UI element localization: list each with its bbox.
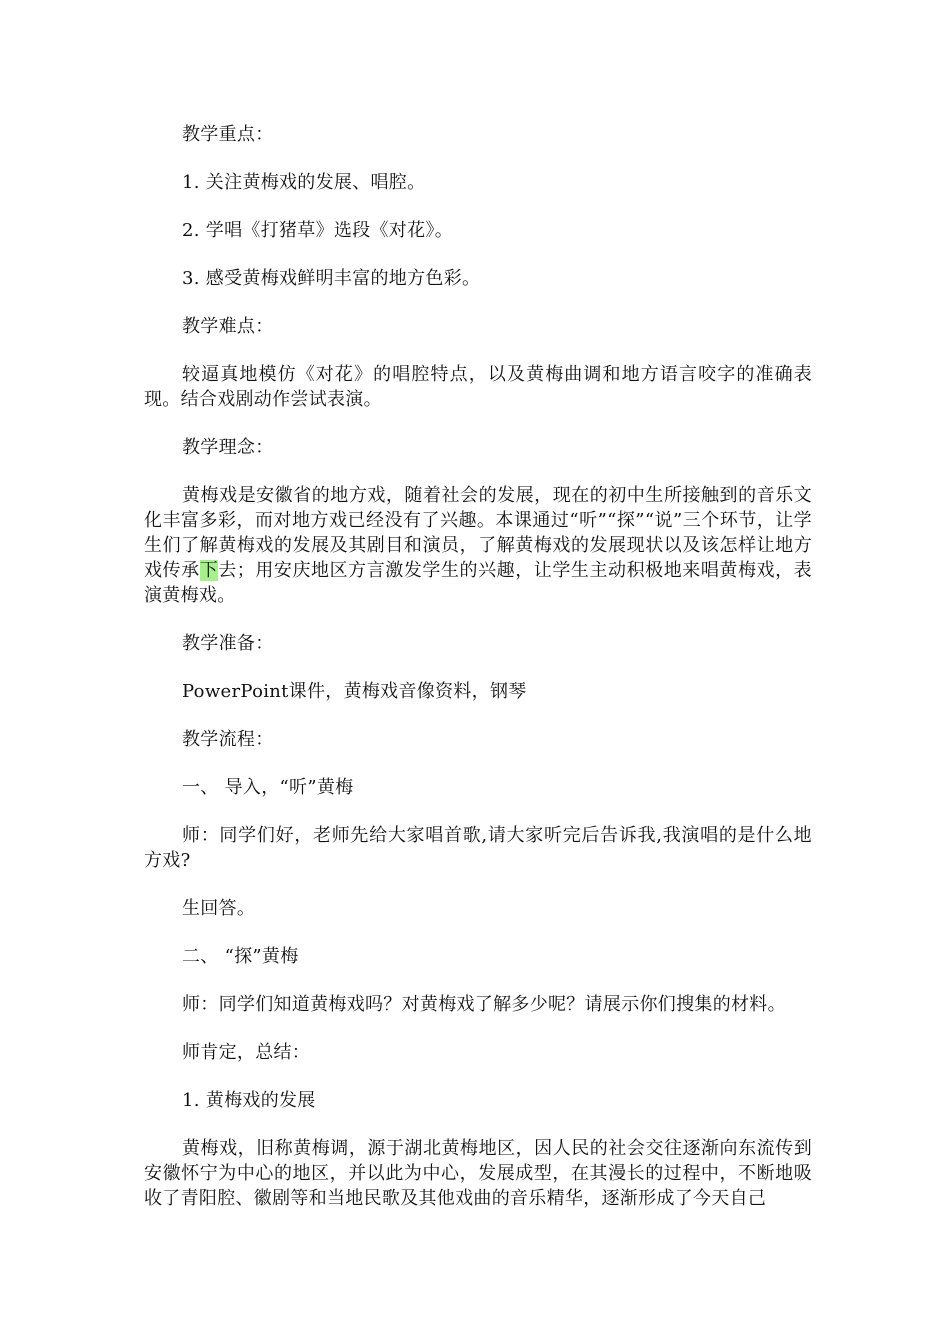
highlighted-character: 下 <box>199 560 219 581</box>
key-point-2: 2. 学唱《打猪草》选段《对花》。 <box>182 220 453 241</box>
subheading-development: 1. 黄梅戏的发展 <box>182 1090 316 1111</box>
concept-text <box>144 483 812 608</box>
teacher-line-2: 师：同学们知道黄梅戏吗？对黄梅戏了解多少呢？请展示你们搜集的材料。 <box>182 994 786 1015</box>
concept-text-after: 去；用安庆地区方言激发学生的兴趣，让学生主动积极地来唱黄梅戏，表演黄梅戏。 <box>144 560 812 606</box>
document-body <box>144 122 812 1234</box>
teacher-line-1: 师：同学们好，老师先给大家唱首歌,请大家听完后告诉我,我演唱的是什么地方戏? <box>144 825 812 871</box>
heading-preparation: 教学准备： <box>182 633 274 654</box>
key-point-3: 3. 感受黄梅戏鲜明丰富的地方色彩。 <box>182 268 481 289</box>
heading-procedure: 教学流程： <box>182 729 274 750</box>
key-point-1: 1. 关注黄梅戏的发展、唱腔。 <box>182 172 426 193</box>
step-1-heading: 一、 导入，“听”黄梅 <box>182 777 354 798</box>
difficulties-text: 较逼真地模仿《对花》的唱腔特点，以及黄梅曲调和地方语言咬字的准确表现。结合戏剧动作尝试表演。 <box>144 364 812 410</box>
concept-text-before: 黄梅戏是安徽省的地方戏，随着社会的发展，现在的初中生所接触到的音乐文化丰富多彩，而对地方戏已经没有了兴趣。本课通过“听”“探”“说”三个环节，让学生们了解黄梅戏的发展及其剧目和演员，了解黄梅戏的发展现状以及该怎样让地方戏传承 <box>144 485 812 581</box>
development-text: 黄梅戏，旧称黄梅调，源于湖北黄梅地区，因人民的社会交往逐渐向东流传到安徽怀宁为中心的地区，并以此为中心，发展成型，在其漫长的过程中，不断地吸收了青阳腔、徽剧等和当地民歌及其他戏曲的音乐精华，逐渐形成了今天自己 <box>144 1138 812 1209</box>
step-2-heading: 二、 “探”黄梅 <box>182 946 299 967</box>
student-answer: 生回答。 <box>182 898 256 919</box>
heading-concept: 教学理念： <box>182 437 274 458</box>
heading-key-points: 教学重点： <box>182 124 274 145</box>
preparation-text: PowerPoint课件，黄梅戏音像资料，钢琴 <box>182 681 527 702</box>
teacher-summary: 师肯定，总结： <box>182 1042 311 1063</box>
heading-difficulties: 教学难点： <box>182 316 274 337</box>
